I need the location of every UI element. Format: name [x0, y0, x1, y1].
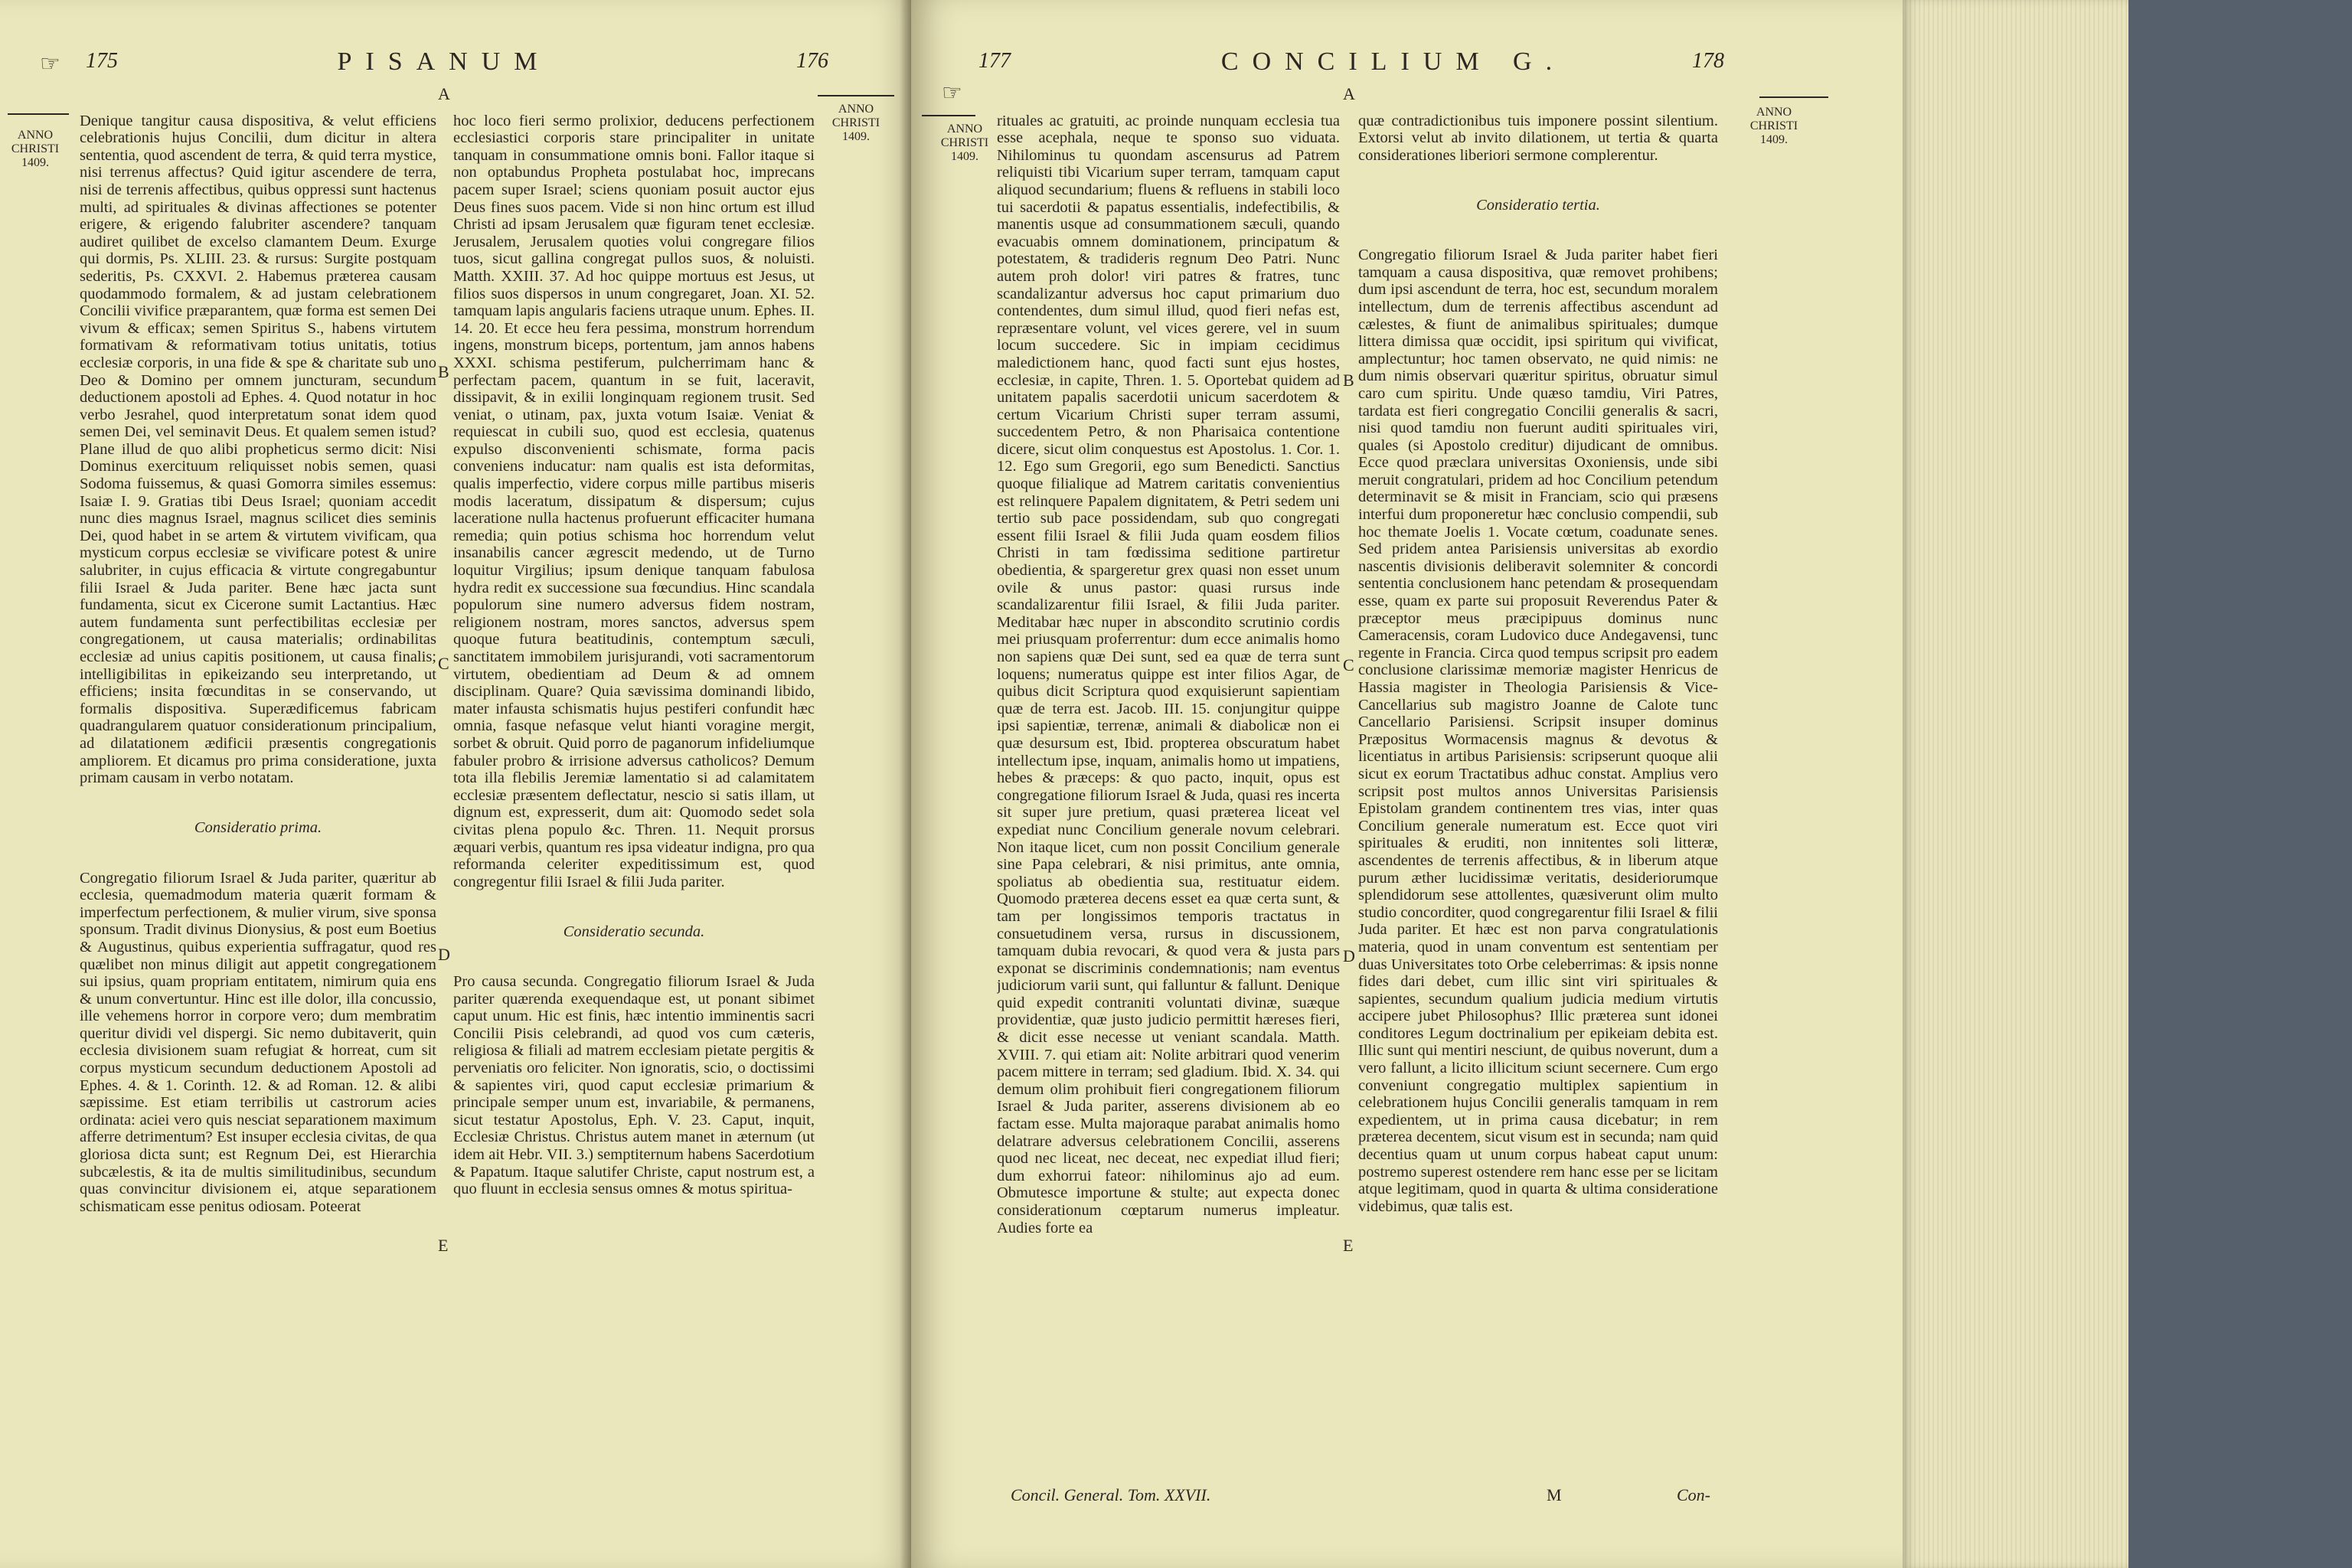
folio-number: 175 [86, 49, 118, 73]
margin-note [1740, 106, 1808, 147]
margin-note-line: CHRISTI [11, 142, 60, 155]
section-letter: C [1343, 655, 1354, 675]
margin-note-line: CHRISTI [831, 116, 880, 129]
section-letter: B [1343, 371, 1354, 390]
paragraph: Congregatio filiorum Israel & Juda pariter, quæritur ab ecclesia, quemadmodum materia quærit formam & imperfectum perfectionem, & mulier virum, sive sponsa sponsum. Tradit divinus Dionysius, & post eum Boetius & Augustinus, quibus experientia suffragatur, quod res quælibet non minus diligit aut appetit congregationem sui ipsius, quam propriam entitatem, nimirum quia ens & unum convertuntur. Hinc est ille dolor, illa concussio, ille vehemens horror in corpore vero; dum membratim queritur dividi vel dispergi. Sic nemo dubitaverit, quin ecclesia divisionem suam refugiat & horreat, cum sit corpus mysticum secundum deductionem Apostoli ad Ephes. 4. & 1. Corinth. 12. & ad Roman. 12. & alibi sæpissime. Est etiam terribilis ut castrorum acies ordinata: aciei vero quis nesciat separationem maximum afferre detrimentum? Est insuper ecclesia civitas, de qua gloriosa dicta sunt; est Regnum Dei, est Hierarchia subcælestis, & ita de multis similitudinibus, secundum quas convincitur divisionem ei, atque separationem schismaticam esse penitus odiosam. Poteerat [80, 869, 436, 1215]
section-letter: A [438, 84, 450, 103]
section-letter: E [1343, 1236, 1354, 1255]
section-letter: C [438, 654, 449, 673]
folio-number: 178 [1692, 49, 1724, 73]
section-letter: E [438, 1236, 449, 1255]
rule [818, 95, 894, 96]
margin-note [825, 103, 887, 144]
rule [1759, 96, 1828, 98]
catchword: Con- [1677, 1485, 1710, 1504]
running-head: PISANUM [337, 47, 551, 76]
paragraph: Denique tangitur causa dispositiva, & velut efficiens celebrationis hujus Concilii, dum dicitur in altera sententia, quod ascendent de terra, & quid terra mystice, nisi terrenus affectus? Quid igitur ascendere de terra, nisi de terrenis affectibus, quibus oppressi sunt hactenus multi, ad spirituales & divinas affectiones se potenter erigere, & erigendo falubriter ascendere? tanquam audiret quilibet de excelso clamantem Deum. Exurge qui dormis, Ps. XLIII. 23. & rursus: Surgite postquam sederitis, Ps. CXXVI. 2. Habemus præterea causam quodammodo formalem, & ad justam celebrationem Concilii vivifice præparantem, quæ forma est semen Dei vivum & efficax; semen Spiritus S., habens virtutem formativam & reformativam totius unitatis, totius ecclesiæ corporis, in una fide & spe & charitate sub uno Deo & Domino per omnem juncturam, secundum deductionem apostoli ad Ephes. 4. Quod notatur in hoc verbo Jesrahel, quod interpretatum sonat idem quod semen Dei, vel seminavit Deus. Et qualem semen istud? Plane illud de quo alibi propheticus sermo dicit: Nisi Dominus exercituum reliquisset nobis semen, quasi Sodoma fuissemus, & quasi Gomorra similes essemus: Isaiæ I. 9. Gratias tibi Deus Israel; quoniam accedit nunc dies magnus Israel, magnus scilicet dies seminis Dei, quod habet in se artem & virtutem vivificam, qua mysticum corpus ecclesiæ se vivificare potest & unire salubriter, in cujus efficacia & virtute congregabuntur filii Israel & Juda pariter. Bene hæc jacta sunt fundamenta, sicut ex Cicerone sumit Lactantius. Hæc autem fundamenta sunt perfectibilitas ecclesiæ per congregationem, ut causa materialis; ordinabilitas ecclesiæ ad unius capitis positionem, ut causa finalis; intelligibilitas in epikeizando seu interpretando, ut efficiens; insita fœcunditas in se conservando, ut formalis dispositiva. Superædificemus fabricam quadrangularem quatuor considerationum principalium, ad dilatationem ædificii præsentis congregationis ampliorem. Et dicamus pro prima consideratione, juxta primam causam in verbo notatam. [80, 112, 436, 787]
paragraph: Pro causa secunda. Congregatio filiorum Israel & Juda pariter quærenda exequendaque est, ut ponant sibimet caput unum. Hic est finis, hæc intentio imminentis sacri Concilii Pisis celebrandi, ad quod vos cum cæteris, religiosa & filiali ad matrem ecclesiam pietate pergitis & perveniatis oro feliciter. Non ignoratis, scio, o doctissimi & sapientes viri, quod caput ecclesiæ primarium & principale semper unum est, invariabile, & permanens, sicut testatur Apostolus, Eph. V. 23. Caput, inquit, Ecclesiæ Christus. Christus autem manet in æternum (ut idem ait Hebr. VII. 3.) semptiternum habens Sacerdotium & Papatum. Itaque salutifer Christe, caput nostrum est, a quo fluunt in ecclesia sensus omnes & motus spiritua- [453, 973, 815, 1198]
margin-note-line: 1409. [951, 150, 978, 163]
paragraph: quæ contradictionibus tuis imponere possint silentium. Extorsi velut ab invito dilationem, ut tertia & quarta considerationes liberiori sermone complerentur. [1358, 112, 1718, 164]
folio-number: 176 [796, 49, 828, 73]
text-column-right [453, 95, 815, 1488]
section-letter: D [1343, 946, 1355, 965]
left-page [0, 0, 911, 1568]
margin-note-line: 1409. [842, 130, 870, 143]
right-page [911, 0, 1903, 1568]
signature-mark: M [1547, 1485, 1562, 1504]
footer-volume: Concil. General. Tom. XXVII. [1011, 1485, 1211, 1504]
text-column-left [997, 95, 1340, 1488]
margin-note-line: ANNO [17, 129, 54, 142]
text-column-left [80, 95, 436, 1488]
margin-note-line: ANNO [946, 122, 983, 136]
rule [8, 113, 69, 115]
section-heading: Consideratio prima. [194, 819, 322, 837]
pointing-hand-icon: ☞ [942, 80, 962, 106]
margin-note-line: 1409. [1760, 133, 1788, 146]
paragraph: hoc loco fieri sermo prolixior, deducens perfectionem ecclesiastici corporis stare principaliter in unitate tanquam in consummatione omnis boni. Fallor itaque si non optabundus Propheta postulabat hoc, imprecans pacem super Israel; sciens quoniam posuit auctor ejus Deus fines suos pacem. Vide si non hinc ortum est illud Christi ad ipsam Jerusalem quæ figuram tenet ecclesiæ. Jerusalem, Jerusalem quoties volui congregare filios tuos, sicut gallina congregat pullos suos, & noluisti. Matth. XXIII. 37. Ad hoc quippe mortuus est Jesus, ut filios suos dispersos in unum congregaret, Joan. XI. 52. tamquam lapis angularis faciens utraque unum. Ephes. II. 14. 20. Et ecce heu fera pessima, monstrum horrendum ingens, monstrum biceps, portentum, jam annos habens XXXI. schisma pestiferum, pulcherrimam hanc & perfectam pacem, quantum in se fuit, laceravit, dissipavit, & in exilii longinquam regionem trusit. Sed veniat, o utinam, pax, juxta votum Isaiæ. Veniat & requiescat in cubili suo, quod est ecclesia, quatenus expulso disconvenienti schismate, forma pacis conveniens inducatur: nam qualis est ista deformitas, qualis imperfectio, videre corpus mille partibus miseris modis laceratum, dissipatum & dispersum; cujus laceratione nulla hactenus profuerunt efficaciter humana remedia; quin potius schisma hoc horrendum velut insanabilis cancer ægrescit medendo, ut de Turno loquitur Virgilius; ipsum denique tanquam fabulosa hydra redit ex successione sua fœcundius. Hinc scandala populorum sine numero adversus fidem nostram, religionem nostram, mores sanctos, adversus spem quoque futura beatitudinis, contemptum sæculi, sanctitatem immobilem jurisjurandi, voti sacramentorum virtutem, obedientiam ad Deum & ad omnem disciplinam. Quare? Quia sævissima dominandi libido, mater infausta schismatis hujus pestiferi confundit hæc omnia, fasque nefasque velut hianti voragine mergit, sorbet & obruit. Quid porro de paganorum infideliumque fabuler probro & irrisione adversus catholicos? Demum tota illa flebilis Jeremiæ lamentatio si ad calamitatem ecclesiæ præsentem deflectatur, nescio si satis illam, ut dignum est, expresserit, dum ait: Quomodo sedet sola civitas plena populo &c. Thren. 11. Nequit prorsus æquari verbis, quantum res ipsa videatur indigna, pro qua reformanda celeriter expeditissimum est, quod congregentur filii Israel & filii Juda pariter. [453, 112, 815, 890]
folio-number: 177 [978, 49, 1011, 73]
margin-note [5, 129, 66, 170]
running-head: CONCILIUM G. [1220, 47, 1566, 76]
page-edges [1903, 0, 2128, 1568]
margin-note-line: ANNO [838, 103, 874, 116]
pointing-hand-icon: ☞ [40, 51, 60, 77]
margin-note-line: CHRISTI [1749, 119, 1798, 132]
margin-note-line: CHRISTI [940, 136, 989, 149]
section-letter: B [438, 362, 449, 381]
margin-note [934, 122, 995, 164]
section-letter: A [1343, 84, 1355, 103]
paragraph: rituales ac gratuiti, ac proinde nunquam ecclesia tua esse acephala, neque te sponso suo viduata. Nihilominus tu quondam ascensurus ad Patrem reliquisti tibi Vicarium super terram, tamquam caput aliquod secundarium; fluens & refluens in stabili loco tui sacerdotii & papatus essentialis, indefectibilis, & manentis usque ad consummationem sæculi, quando evacuabis omnem dominationem, principatum & potestatem, & tradideris regnum Deo Patri. Nunc autem proh dolor! viri patres & fratres, tunc scandalizantur adversus hoc caput primarium duo contendentes, dum simul illud, quod fieri nefas est, repræsentare volunt, vel vices gerere, vel in suum locum succedere. Sic in impiam cecidimus maledictionem hanc, quod facti sunt ejus hostes, ecclesiæ, in capite, Thren. 1. 5. Oportebat quidem ad unitatem papalis sacerdotii unicum sacerdotem & certum Vicarium Christi super terram assumi, succedentem Petro, & non Pharisaica contentione dicere, sicut olim conquestus est Apostolus. 1. Cor. 1. 12. Ego sum Gregorii, ego sum Benedicti. Sanctius quoque filialique ad Matrem caritatis convenientius est relinquere Papalem dignitatem, & Petri sedem uni tertio sub pace possidendam, sub quo congregati essent filii Israel & filii Juda quam eosdem filios Christi in tam fœdissima seditione partiretur obedientia, & spargeretur grex quasi non esset unum ovile & unus pastor: quasi rursus inde scandalizarentur filii Israel, & filii Juda pariter. Meditabar hæc nuper in abscondito scrutinio cordis mei priusquam proferrentur: dum ecce animalis homo non sapiens quæ Dei sunt, sed ea quæ de terra sunt loquens; numeratus quippe est inter filios Agar, de quibus dicit Scriptura quod exquisierunt sapientiam quæ de terra est. Jacob. III. 15. conjungitur quippe ipsi sapientiæ, terrenæ, animali & diabolicæ non ei quæ desursum est, Ibid. propterea obscuratum habet intellectum ipse, inquam, animalis homo ut impatiens, hebes & præceps: & quo pacto, inquit, opus est congregatione filiorum Israel & Juda, quasi res incerta sit super jure pretium, quasi præterea liceat vel expediat nunc Concilium generale novum celebrari. Non itaque licet, cum non possit Concilium generale sine Papa celebrari, & nisi primitus, ante omnia, spoliatus ab obedientia sua, restituatur eidem. Quomodo præterea decens esset ea quæ certa sunt, & tam per longissimos temporis tractatus in consuetudinem versa, rursus in discussionem, tamquam dubia revocari, & quod vera & justa pars exponat se discriminis condemnationis; nam eventus judiciorum varii sunt, qui falluntur & fallunt. Denique quid expedit contraniti voluntati divinæ, suæque providentiæ, quæ justo judicio permittit hæreses fieri, & dicit esse necesse ut veniant scandala. Matth. XVIII. 7. qui etiam ait: Nolite arbitrari quod venerim pacem mittere in terram; sed gladium. Ibid. X. 34. qui demum olim prohibuit fieri congregationem filiorum Israel & Juda pariter, asserens divisionem ab eo factam esse. Multa majoraque parabat animalis homo delatrare adversus celebrationem Concilii, asserens quod nec liceat, nec deceat, nec expediat illud fieri; dum exhorrui fateor: nihilominus ajo ad eum. Obmutesce importune & stulte; aut expecta donec considerationum cœptarum numerus impleatur. Audies forte ea [997, 112, 1340, 1236]
margin-note-line: 1409. [21, 156, 49, 169]
section-heading: Consideratio tertia. [1476, 196, 1600, 214]
margin-note-line: ANNO [1756, 106, 1792, 119]
section-heading: Consideratio secunda. [563, 923, 705, 940]
text-column-right [1358, 95, 1718, 1488]
section-letter: D [438, 945, 450, 964]
rule [922, 115, 975, 116]
paragraph: Congregatio filiorum Israel & Juda pariter habet fieri tamquam a causa dispositiva, quæ removet prohibens; dum ipsi ascendunt de terra, hoc est, secundum moralem intellectum, dum de terrenis affectibus ascendunt ad cælestes, & fiunt de animalibus spirituales; dumque littera dimissa quæ occidit, ipsi spiritum qui vivificat, amplectuntur; hoc tamen observato, ne quid nimis: ne dum nimis observari quæritur spiritus, obruatur simul caro cum spiritu. Unde quæso tamdiu, Viri Patres, tardata est fieri congregatio Concilii generalis & sacri, nisi quod tamdiu non fuerunt auditi spirituales viri, quales (si Apostolo creditur) dijudicant de omnibus. Ecce quod præclara universitas Oxoniensis, unde sibi meruit congratulari, pridem ad hoc Concilium petendum determinavit se & misit in Franciam, scio qui præsens interfui dum proponeretur hæc conclusio compendii, sub hoc themate Joelis 1. Vocate cœtum, coadunate senes. Sed pridem antea Parisiensis universitas ab exordio nascentis divisionis deliberavit solemniter & concordi sententia conclusionem hanc petendam & prosequendam esse, quam ex parte sui proposuit Reverendus Pater & præceptor meus præcipipuus dominus nunc Cameracensis, coram Ludovico duce Andegavensi, tunc regente in Francia. Circa quod tempus scripsit pro eadem conclusione clarissimæ memoriæ magister Henricus de Hassia magister in Theologia Parisiensis & Vice-Cancellarius sub magistro Joanne de Calote tunc Cancellario Parisiensi. Scripsit insuper dominus Præpositus Wormacensis magnus & devotus & licentiatus in artibus Parisiensis: scripserunt quoque alii sicut ex eorum Tractatibus adhuc constat. Amplius vero scripsit post multos annos Universitas Parisiensis Epistolam grandem continentem tres vias, inter quas Concilium generale numeratum est. Ecce quot viri spirituales & eruditi, non innitentes soli litteræ, ascendentes de terrenis affectibus, & in liberum atque purum æther lucidissimæ veritatis, desideriorumque splendidorum sese attollentes, quæsiverunt olim multo studio concorditer, quod congregarentur filii Israel & filii Juda pariter. Et hæc est non parva congratulationis materia, quod in unam conventum est sententiam per duas Universitates toto Orbe celeberrimas: & ipsis nonne fides dari debet, cum illic sint viri spirituales & sapientes, secundum qualium judicia medium virtutis accipere jubet Philosophus? Illic præterea sunt idonei conditores Legum doctrinalium per epikeiam debita est. Illic sunt qui mentiri nesciunt, de quibus noverunt, dum a vero fallunt, a licito illicitum sciunt secernere. Cum ergo conveniunt congregatio multiplex sapientium in celebrationem hujus Concilii generalis tamquam in rem expedientem, ut in prima causa dicebatur; in rem præterea decentem, sicut visum est in secunda; nam quid decentius quam ut unum corpus habeat caput unum: postremo superest ostendere rem hanc esse per se licitam atque legitimam, quod in quarta & ultima consideratione videbimus, quæ talis est. [1358, 247, 1718, 1215]
